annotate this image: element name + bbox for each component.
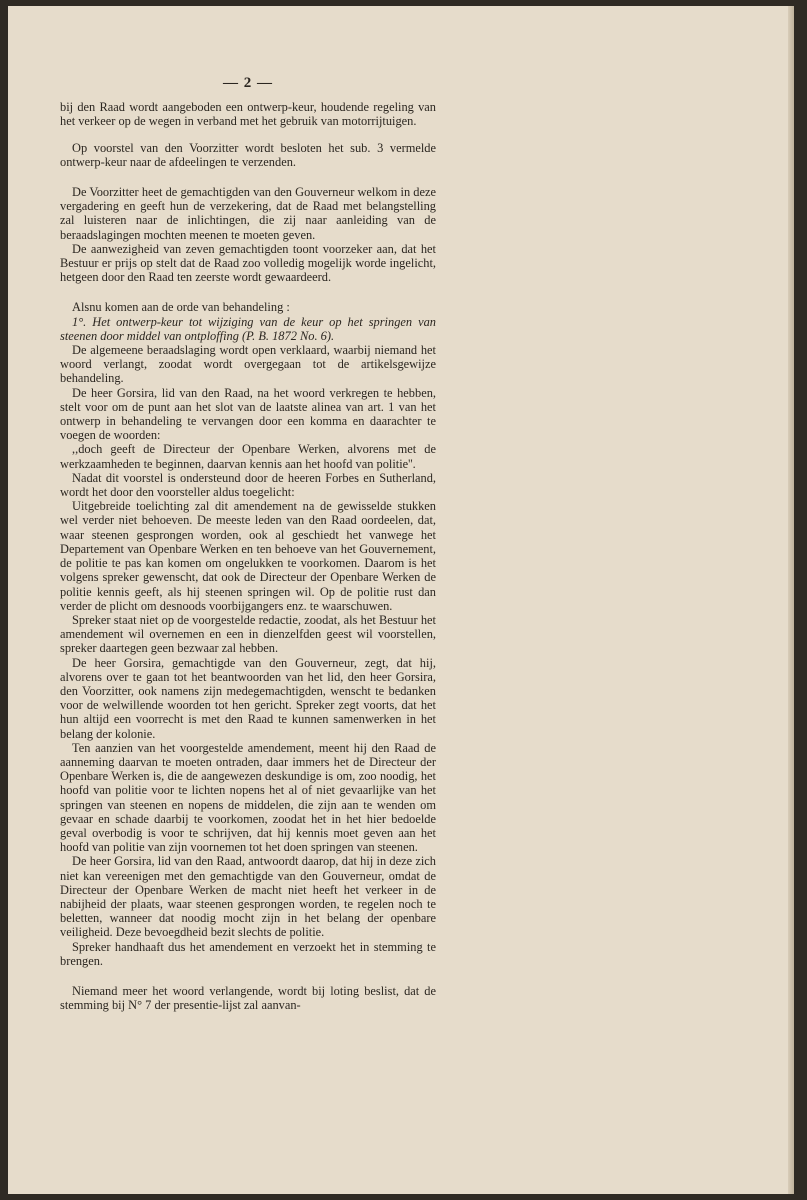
paragraph: De aanwezigheid van zeven gemachtigden toont voorzeker aan, dat het Bestuur er prijs op stelt dat de Raad zoo volledig mogelijk worde ingelicht, hetgeen door den Raad ten zeerste wordt gewaardeerd. bbox=[60, 241, 436, 285]
paragraph: De heer Gorsira, gemachtigde van den Gouverneur, zegt, dat hij, alvorens over te gaan tot het beantwoorden van het lid, den heer Gorsira, den Voorzitter, ook namens zijn medegemachtigden, wenscht te bedanken voor de welwillende woorden tot hen gericht. Spreker zegt voorts, dat het hun altijd een voorrecht is met den Raad te kunnen samenwerken in het belang der kolonie. bbox=[60, 655, 436, 741]
page-content bbox=[60, 76, 436, 1012]
paragraph: Ten aanzien van het voorgestelde amendement, meent hij den Raad de aanneming daarvan te moeten ontraden, daar immers het de Directeur der Openbare Werken is, die de aangewezen deskundige is om, zoo noodig, het hoofd van politie voor te lichten nopens het al of niet gevaarlijke van het springen van steenen en nopens de middelen, die zijn aan te wenden om gevaar en schade daarbij te voorkomen, zoodat het in het hier bedoelde geval overbodig is voor te schrijven, dat hij kennis moet geven aan het hoofd van politie van zijn voornemen tot het doen springen van steenen. bbox=[60, 740, 436, 855]
page-edge bbox=[788, 6, 794, 1194]
paragraph: Nadat dit voorstel is ondersteund door de heeren Forbes en Sutherland, wordt het door den voorsteller aldus toegelicht: bbox=[60, 470, 436, 500]
paragraph: De algemeene beraadslaging wordt open verklaard, waarbij niemand het woord verlangt, zoodat wordt overgegaan tot de artikelsgewijze behandeling. bbox=[60, 343, 436, 386]
paragraph: Spreker handhaaft dus het amendement en verzoekt het in stemming te brengen. bbox=[60, 939, 436, 968]
bleed-through-text bbox=[698, 86, 794, 146]
paragraph: bij den Raad wordt aangeboden een ontwerp-keur, houdende regeling van het verkeer op de wegen in verband met het gebruik van motorrijtuigen. bbox=[60, 100, 436, 129]
paragraph: De Voorzitter heet de gemachtigden van den Gouverneur welkom in deze vergadering en geeft hun de verzekering, dat de Raad met belangstelling zal luisteren naar de inlichtingen, die zij naar aanleiding van de beraadslagingen mochten meenen te moeten geven. bbox=[60, 185, 436, 242]
agenda-item: 1°. Het ontwerp-keur tot wijziging van de keur op het springen van steenen door middel van ontploffing (P. B. 1872 No. 6). bbox=[60, 314, 436, 343]
paragraph: Niemand meer het woord verlangende, wordt bij loting beslist, dat de stemming bij N° 7 der presentie-lijst zal aanvan- bbox=[60, 983, 436, 1013]
paragraph: De heer Gorsira, lid van den Raad, antwoordt daarop, dat hij in deze zich niet kan vereenigen met den gemachtigde van den Gouverneur, omdat de Directeur der Openbare Werken de macht niet heeft het verkeer in de nabijheid der plaats, waar steenen gesprongen worden, te regelen noch te beletten, wanneer dat noodig mocht zijn in het belang der openbare veiligheid. Deze bevoegdheid bezit slechts de politie. bbox=[60, 854, 436, 940]
paragraph: Alsnu komen aan de orde van behandeling : bbox=[72, 300, 290, 315]
quoted-amendment: ,,doch geeft de Directeur der Openbare Werken, alvorens met de werkzaamheden te beginnen, daarvan kennis aan het hoofd van politie''. bbox=[60, 442, 436, 471]
page-number: — 2 — bbox=[223, 75, 273, 91]
paragraph: Op voorstel van den Voorzitter wordt besloten het sub. 3 vermelde ontwerp-keur naar de afdeelingen te verzenden. bbox=[60, 140, 436, 169]
document-page bbox=[8, 6, 794, 1194]
paragraph: Uitgebreide toelichting zal dit amendement na de gewisselde stukken wel verder niet behoeven. De meeste leden van den Raad oordeelen, dat, waar steenen gesprongen worden, ook al geschiedt het vanwege het Departement van Openbare Werken en ten behoeve van het Gouvernement, de politie te pas kan komen om ongelukken te voorkomen. Daarom is het volgens spreker gewenscht, dat ook de Directeur der Openbare Werken de politie kennis geeft, als hij steenen springen wil. Op de politie rust dan verder de plicht om desnoods voorbijgangers enz. te waarschuwen. bbox=[60, 499, 436, 613]
paragraph: Spreker staat niet op de voorgestelde redactie, zoodat, als het Bestuur het amendement wil overnemen en een in dienzelfden geest wil voorstellen, spreker daartegen geen bezwaar zal hebben. bbox=[60, 612, 436, 656]
paragraph: De heer Gorsira, lid van den Raad, na het woord verkregen te hebben, stelt voor om de punt aan het slot van de laatste alinea van art. 1 van het ontwerp in behandeling te vervangen door een komma en daarachter te voegen de woorden: bbox=[60, 385, 436, 443]
